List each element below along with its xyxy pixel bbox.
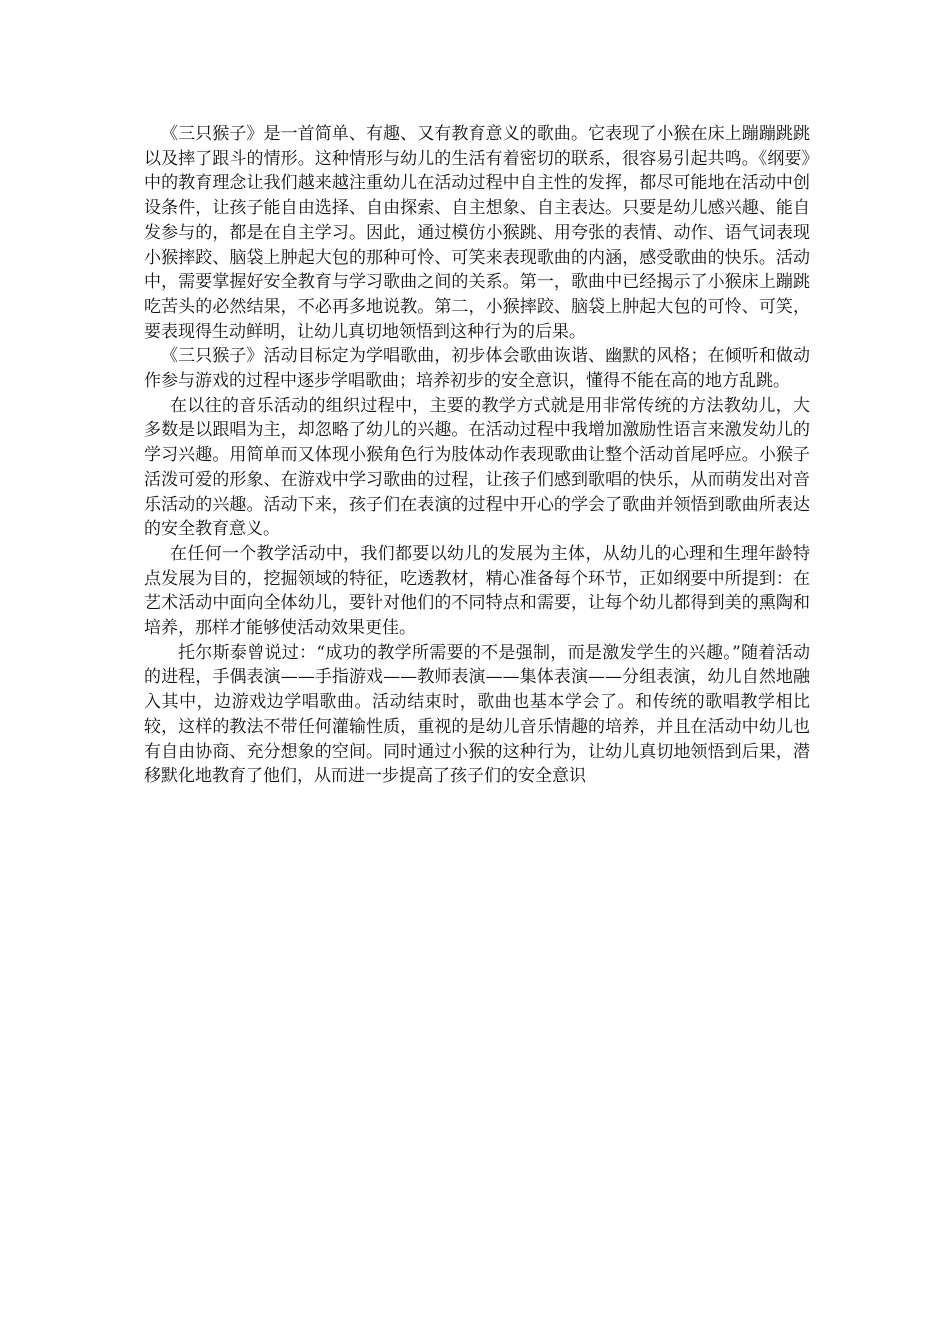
paragraph-activity-goals: 《三只猴子》活动目标定为学唱歌曲，初步体会歌曲诙谐、幽默的风格；在倾听和做动作参与游戏的过程中逐步学唱歌曲；培养初步的安全意识，懂得不能在高的地方乱跳。	[144, 346, 810, 392]
paragraph-tolstoy-quote: 托尔斯泰曾说过：“成功的教学所需要的不是强制，而是激发学生的兴趣。”随着活动的进程，手偶表演——手指游戏——教师表演——集体表演——分组表演，幼儿自然地融入其中，边游戏边学唱歌曲。活动结束时，歌曲也基本学会了。和传统的歌唱教学相比较，这样的教法不带任何灌输性质，重视的是幼儿音乐情趣的培养，并且在活动中幼儿也有自由协商、充分想象的空间。同时通过小猴的这种行为，让幼儿真切地领悟到后果，潜移默化地教育了他们，从而进一步提高了孩子们的安全意识	[144, 642, 810, 787]
paragraph-song-intro: 《三只猴子》是一首简单、有趣、又有教育意义的歌曲。它表现了小猴在床上蹦蹦跳跳以及摔了跟斗的情形。这种情形与幼儿的生活有着密切的联系，很容易引起共鸣。《纲要》中的教育理念让我们越来越注重幼儿在活动过程中自主性的发挥，都尽可能地在活动中创设条件，让孩子能自由选择、自由探索、自主想象、自主表达。只要是幼儿感兴趣、能自发参与的，都是在自主学习。因此，通过模仿小猴跳、用夸张的表情、动作、语气词表现小猴摔跤、脑袋上肿起大包的那种可怜、可笑来表现歌曲的内涵，感受歌曲的快乐。活动中，需要掌握好安全教育与学习歌曲之间的关系。第一，歌曲中已经揭示了小猴床上蹦跳吃苦头的必然结果，不必再多地说教。第二，小猴摔跤、脑袋上肿起大包的可怜、可笑，要表现得生动鲜明，让幼儿真切地领悟到这种行为的后果。	[144, 124, 810, 342]
paragraph-child-development: 在任何一个教学活动中，我们都要以幼儿的发展为主体，从幼儿的心理和生理年龄特点发展为目的，挖掘领域的特征，吃透教材，精心准备每个环节，正如纲要中所提到：在艺术活动中面向全体幼儿，要针对他们的不同特点和需要，让每个幼儿都得到美的熏陶和培养，那样才能够使活动效果更佳。	[144, 543, 810, 639]
document-body	[144, 122, 810, 789]
paragraph-teaching-method: 在以往的音乐活动的组织过程中，主要的教学方式就是用非常传统的方法教幼儿，大多数是以跟唱为主，却忽略了幼儿的兴趣。在活动过程中我增加激励性语言来激发幼儿的学习兴趣。用简单而又体现小猴角色行为肢体动作表现歌曲让整个活动首尾呼应。小猴子活泼可爱的形象、在游戏中学习歌曲的过程，让孩子们感到歌唱的快乐，从而萌发出对音乐活动的兴趣。活动下来，孩子们在表演的过程中开心的学会了歌曲并领悟到歌曲所表达的安全教育意义。	[144, 395, 810, 540]
